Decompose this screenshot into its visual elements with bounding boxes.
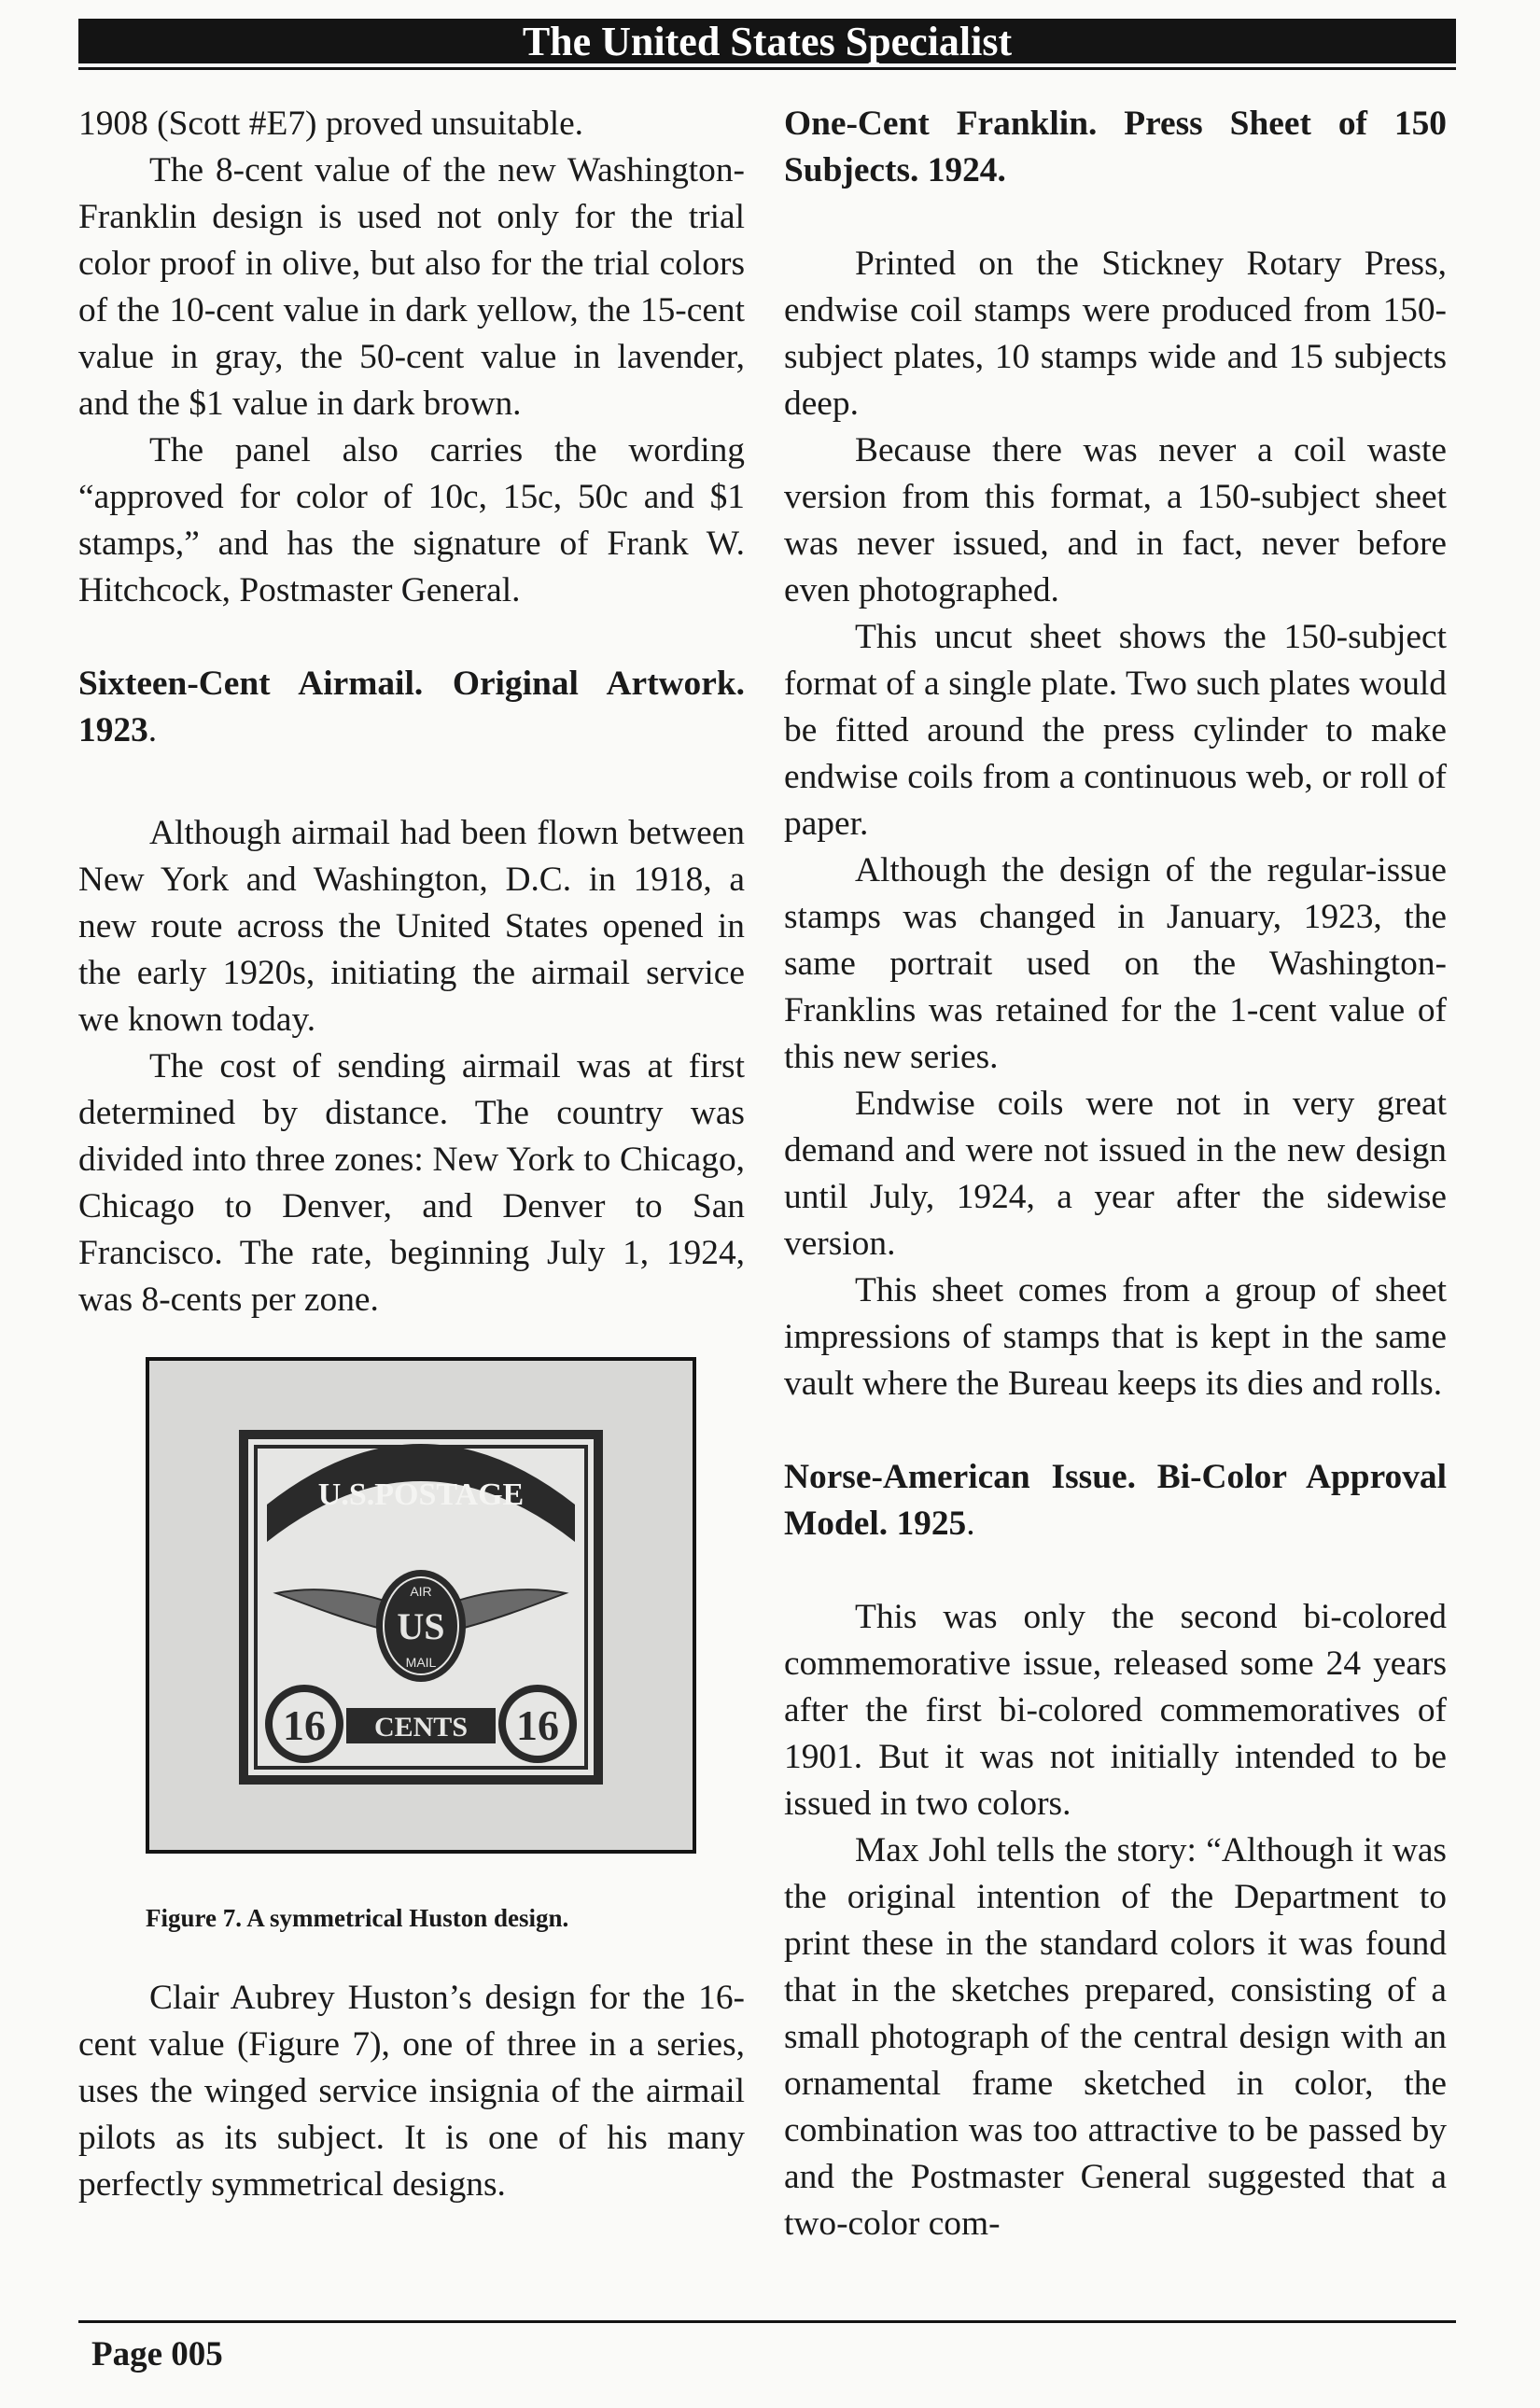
right-column: [784, 101, 1447, 2247]
stamp-us-monogram: US: [397, 1605, 445, 1647]
heading-period: .: [147, 711, 158, 749]
page-number: Page 005: [91, 2335, 223, 2373]
paragraph: This sheet comes from a group of sheet impressions of stamps that is kept in the same vault where the Bureau keeps its dies and rolls.: [784, 1271, 1447, 1403]
paragraph: Endwise coils were not in very great demand and were not issued in the new design until July, 1924, a year after the sidewise version.: [784, 1085, 1447, 1263]
stamp-cents-text: CENTS: [373, 1712, 469, 1743]
heading-text: Norse-American Issue. Bi-Color Approval Model. 1925: [784, 1458, 1447, 1543]
paragraph: Printed on the Stickney Rotary Press, endwise coil stamps were produced from 150-subject plates, 10 stamps wide and 15 subjects deep.: [784, 245, 1447, 423]
paragraph: The 8-cent value of the new Washington-Franklin design is used not only for the trial color proof in olive, but also for the trial colors of the 10-cent value in dark yellow, the 15-cent value in gray, the 50-cent value in lavender, and the $1 value in dark brown.: [78, 151, 745, 423]
stamp-mail-text: MAIL: [405, 1655, 437, 1670]
stamp-air-text: AIR: [410, 1584, 432, 1599]
figure-caption: Figure 7. A symmetrical Huston design.: [146, 1904, 569, 1932]
section-heading-airmail: [78, 661, 745, 754]
paragraph: This was only the second bi-colored commemorative issue, released some 24 years after the first bi-colored commemoratives of 1901. But it was not initially intended to be issued in two colors.: [784, 1598, 1447, 1823]
footer-rule: [78, 2320, 1456, 2323]
paragraph: The panel also carries the wording “approved for color of 10c, 15c, 50c and $1 stamps,” and has the signature of Frank W. Hitchcock, Postmaster General.: [78, 431, 745, 609]
figure-image-frame: [146, 1357, 696, 1854]
section-heading-franklin: One-Cent Franklin. Press Sheet of 150 Subjects. 1924.: [784, 105, 1447, 189]
paragraph: Although airmail had been flown between New York and Washington, D.C. in 1918, a new route across the United States opened in the early 1920s, initiating the airmail service we known today.: [78, 814, 745, 1039]
header-title: The United States Specialist: [522, 19, 1013, 64]
page-header: [78, 19, 1456, 63]
section-heading-norse-american: [784, 1454, 1447, 1547]
heading-period: .: [966, 1505, 975, 1543]
paragraph: Because there was never a coil waste version from this format, a 150-subject sheet was never issued, and in fact, never before even photographed.: [784, 431, 1447, 609]
stamp-value-left: 16: [283, 1701, 326, 1749]
paragraph: Max Johl tells the story: “Although it was the original intention of the Department to print these in the standard colors it was found that in the sketches prepared, consisting of a small photograph of the central design with an ornamental frame sketched in color, the combination was too attractive to be passed by and the Postmaster General suggested that a two-color com-: [784, 1831, 1447, 2243]
heading-text: Sixteen-Cent Airmail. Original Artwork. 1923: [78, 665, 745, 749]
figure-7: [146, 1357, 696, 1934]
paragraph: This uncut sheet shows the 150-subject format of a single plate. Two such plates would be fitted around the press cylinder to make endwise coils from a continuous web, or roll of paper.: [784, 618, 1447, 843]
header-rule: [78, 67, 1456, 70]
stamp-top-text: U.S.POSTAGE: [317, 1477, 525, 1512]
paragraph: Clair Aubrey Huston’s design for the 16-cent value (Figure 7), one of three in a series, uses the winged service insignia of the airmail pilots as its subject. It is one of his many perfectly symmetrical designs.: [78, 1979, 745, 2204]
paragraph: 1908 (Scott #E7) proved unsuitable.: [78, 105, 584, 143]
paragraph: Although the design of the regular-issue stamps was changed in January, 1923, the same portrait used on the Washington-Franklins was retained for the 1-cent value of this new series.: [784, 851, 1447, 1076]
paragraph: The cost of sending airmail was at first determined by distance. The country was divided into three zones: New York to Chicago, Chicago to Denver, and Denver to San Francisco. The rate, beginning July 1, 1924, was 8-cents per zone.: [78, 1047, 745, 1319]
left-column: [78, 101, 745, 2208]
stamp-illustration: [239, 1430, 603, 1785]
stamp-value-right: 16: [516, 1701, 559, 1749]
